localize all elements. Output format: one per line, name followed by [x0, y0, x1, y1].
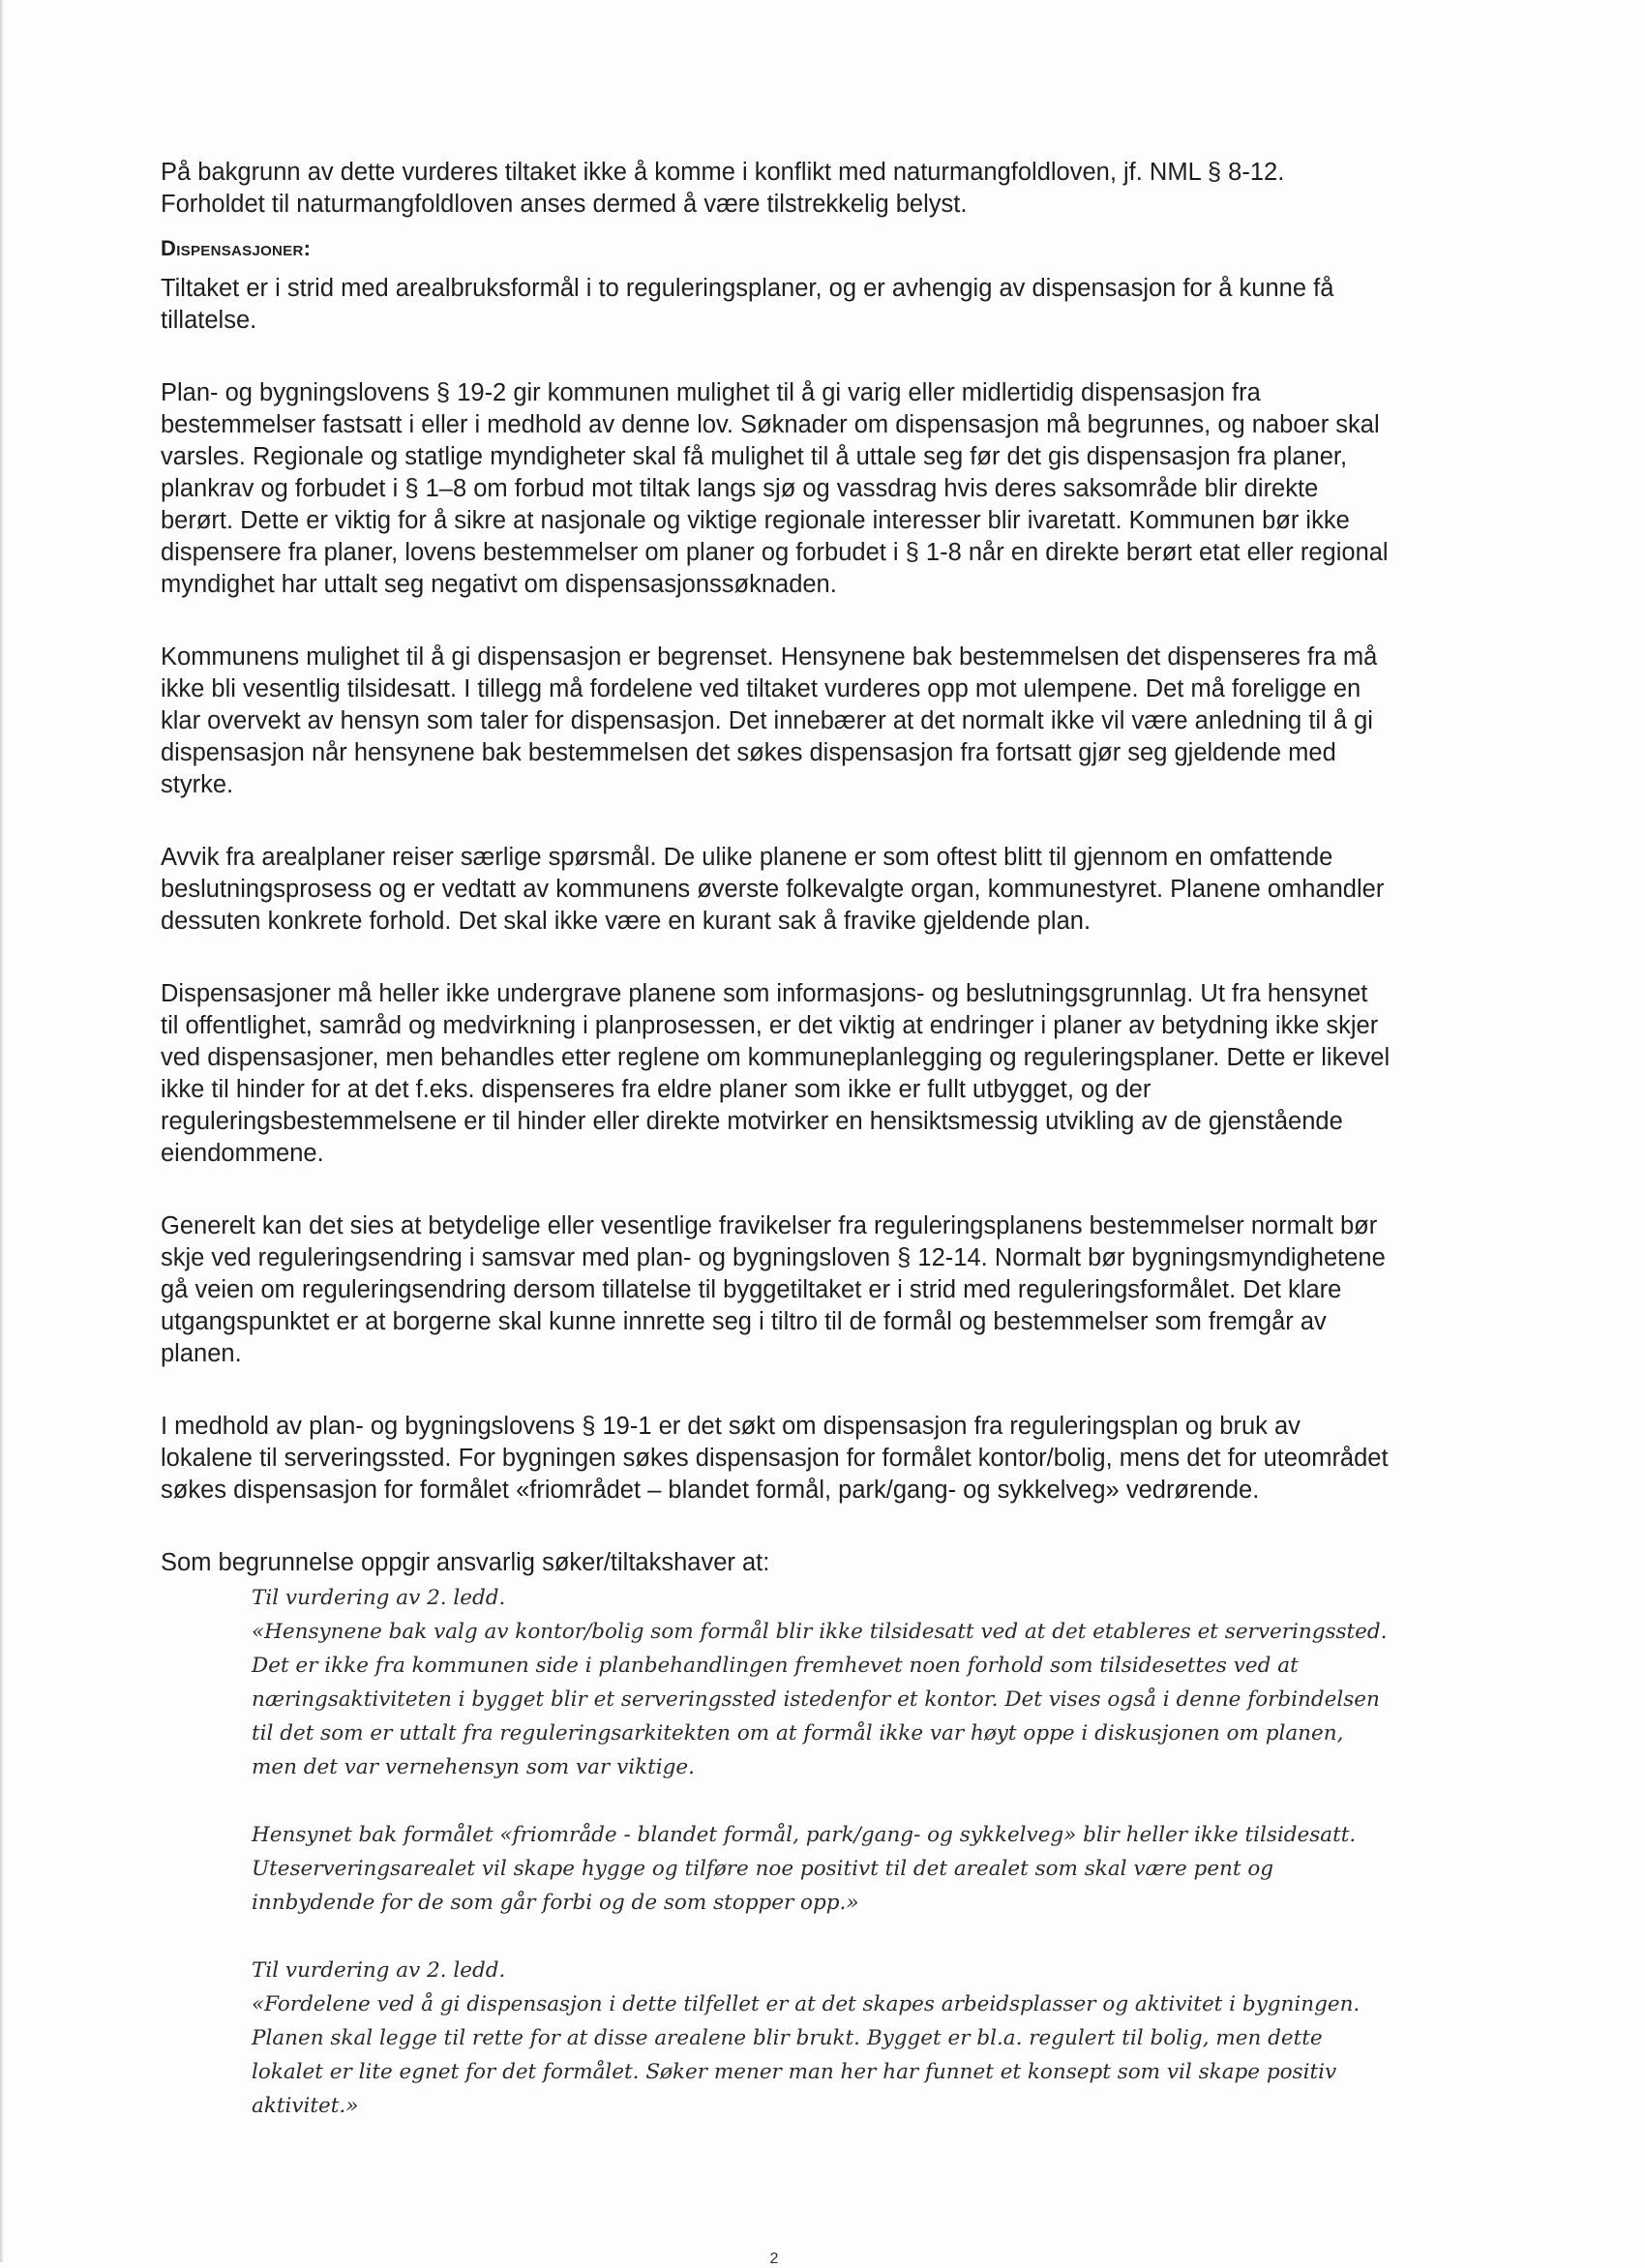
paragraph-avvik-arealplaner: Avvik fra arealplaner reiser særlige spørsmål. De ulike planene er som oftest blitt til gjennom en omfattende beslutningsprosess og er vedtatt av kommunens øverste folkevalgte organ, kommunestyret. Planene omhandler dessuten konkrete forhold. Det skal ikke være en kurant sak å fravike gjeldende plan. [161, 844, 1385, 935]
paragraph-naturmangfold: På bakgrunn av dette vurderes tiltaket ikke å komme i konflikt med naturmangfoldloven, jf. NML § 8-12. Forholdet til naturmangfoldloven anses dermed å være tilstrekkelig belyst. [161, 159, 1285, 218]
quote-1-text-continued: Hensynet bak formålet «friområde - blandet formål, park/gang- og sykkelveg» blir heller ikke tilsidesatt. Uteserveringsarealet vil skape hygge og tilføre noe positivt til det arealet som skal være pent og innbydende for de som går forbi og de som stopper opp.» [252, 1823, 1357, 1915]
paragraph-medhold-19-1: I medhold av plan- og bygningslovens § 19-1 er det søkt om dispensasjon fra reguleringsplan og bruk av lokalene til serveringssted. For bygningen søkes dispensasjon for formålet kontor/bolig, mens det for uteområdet søkes dispensasjon for formålet «friområdet – blandet formål, park/gang- og sykkelveg» vedrørende. [161, 1413, 1389, 1504]
paragraph-generelt: Generelt kan det sies at betydelige eller vesentlige fravikelser fra reguleringsplanens bestemmelser normalt bør skje ved reguleringsendring i samsvar med plan- og bygningsloven § 12-14. Normalt bør bygningsmyndighetene gå veien om reguleringsendring dersom tillatelse til byggetiltaket er i strid med reguleringsformålet. Det klare utgangspunktet er at borgerne skal kunne innrette seg i tiltro til de formål og bestemmelser som fremgår av planen. [161, 1212, 1386, 1367]
document-body [161, 157, 1391, 2123]
quoted-justification [252, 1581, 1391, 2123]
paragraph-begrunnelse-intro: Som begrunnelse oppgir ansvarlig søker/tiltakshaver at: [161, 1549, 770, 1576]
quote-1-title: Til vurdering av 2. ledd. [252, 1586, 506, 1610]
page-number: 2 [769, 2251, 779, 2267]
paragraph-pbl-19-2: Plan- og bygningslovens § 19-2 gir kommunen mulighet til å gi varig eller midlertidig dispensasjon fra bestemmelser fastsatt i eller i medhold av denne lov. Søknader om dispensasjon må begrunnes, og naboer skal varsles. Regionale og statlige myndigheter skal få mulighet til å uttale seg før det gis dispensasjon fra planer, plankrav og forbudet i § 1–8 om forbud mot tiltak langs sjø og vassdrag hvis deres saksområde blir direkte berørt. Dette er viktig for å sikre at nasjonale og viktige regionale interesser blir ivaretatt. Kommunen bør ikke dispensere fra planer, lovens bestemmelser om planer og forbudet i § 1-8 når en direkte berørt etat eller regional myndighet har uttalt seg negativt om dispensasjonssøknaden. [161, 379, 1389, 598]
quote-2-title: Til vurdering av 2. ledd. [252, 1958, 506, 1983]
paragraph-tiltaket-strid: Tiltaket er i strid med arealbruksformål i to reguleringsplaner, og er avhengig av dispensasjon for å kunne få tillatelse. [161, 275, 1334, 334]
quote-1-text: «Hensynene bak valg av kontor/bolig som formål blir ikke tilsidesatt ved at det etableres et serveringssted. Det er ikke fra kommunen side i planbehandlingen fremhevet noen forhold som tilsidesettes ved at næringsaktiviteten i bygget blir et serveringssted istedenfor et kontor. Det vises også i denne forbindelsen til det som er uttalt fra reguleringsarkitekten om at formål ikke var høyt oppe i diskusjonen om planen, men det var vernehensyn som var viktige. [252, 1620, 1388, 1779]
scan-edge-shadow [0, 0, 4, 2262]
section-heading-dispensasjoner: Dispensasjoner: [161, 236, 312, 260]
paragraph-undergrave-planene: Dispensasjoner må heller ikke undergrave planene som informasjons- og beslutningsgrunnlag. Ut fra hensynet til offentlighet, samråd og medvirkning i planprosessen, er det viktig at endringer i planer av betydning ikke skjer ved dispensasjoner, men behandles etter reglene om kommuneplanlegging og reguleringsplaner. Dette er likevel ikke til hinder for at det f.eks. dispenseres fra eldre planer som ikke er fullt utbygget, og der reguleringsbestemmelsene er til hinder eller direkte motvirker en hensiktsmessig utvikling av de gjenstående eiendommene. [161, 980, 1391, 1167]
paragraph-kommunens-mulighet: Kommunens mulighet til å gi dispensasjon er begrenset. Hensynene bak bestemmelsen det dispenseres fra må ikke bli vesentlig tilsidesatt. I tillegg må fordelene ved tiltaket vurderes opp mot ulempene. Det må foreligge en klar overvekt av hensyn som taler for dispensasjon. Det innebærer at det normalt ikke vil være anledning til å gi dispensasjon når hensynene bak bestemmelsen det søkes dispensasjon fra fortsatt gjør seg gjeldende med styrke. [161, 643, 1378, 798]
quote-2-text: «Fordelene ved å gi dispensasjon i dette tilfellet er at det skapes arbeidsplasser og aktivitet i bygningen. Planen skal legge til rette for at disse arealene blir brukt. Bygget er bl.a. regulert til bolig, men dette lokalet er lite egnet for det formålet. Søker mener man her har funnet et konsept som vil skape positiv aktivitet.» [252, 1992, 1361, 2118]
